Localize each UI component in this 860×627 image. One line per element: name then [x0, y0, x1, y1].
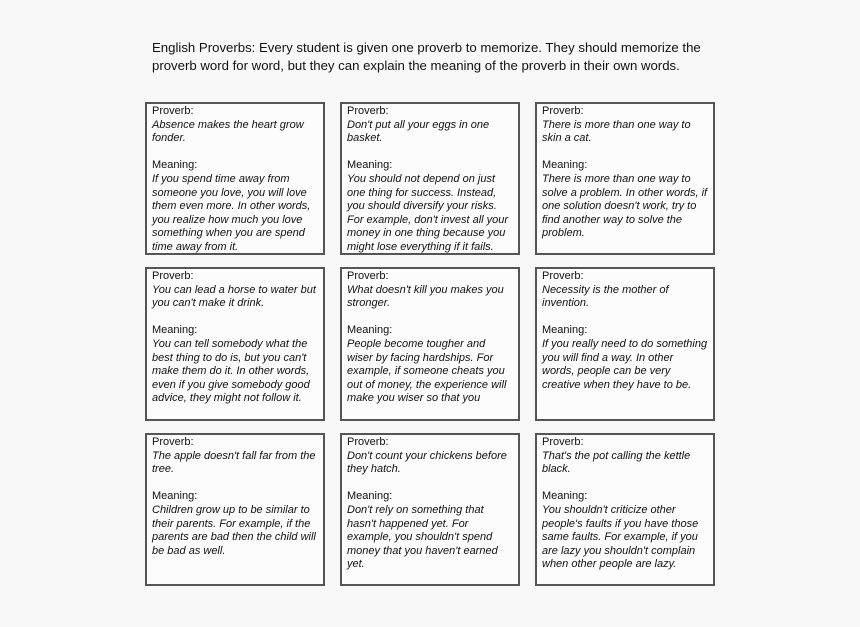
proverb-text: Don't put all your eggs in one basket. — [347, 118, 490, 145]
proverb-label: Proverb: — [152, 270, 194, 282]
proverb-card — [340, 267, 520, 421]
meaning-label: Meaning: — [347, 324, 393, 337]
proverb-grid — [145, 102, 715, 586]
proverb-card — [145, 102, 325, 255]
meaning-label: Meaning: — [347, 159, 393, 172]
meaning-text: Don't rely on something that hasn't happened yet. For example, you shouldn't spend money that you haven't earned yet. — [347, 503, 498, 571]
meaning-text: If you spend time away from someone you love, you will love them even more. In other words, you realize how much you love something when you are spend time away from it. — [152, 172, 311, 253]
meaning-label: Meaning: — [542, 490, 588, 503]
proverb-label: Proverb: — [347, 436, 389, 448]
proverb-card — [145, 267, 325, 421]
proverb-label: Proverb: — [542, 270, 584, 282]
proverb-text: You can lead a horse to water but you can't make it drink. — [152, 283, 316, 310]
proverb-text: That's the pot calling the kettle black. — [542, 449, 691, 476]
proverb-label: Proverb: — [542, 105, 584, 117]
proverb-label: Proverb: — [152, 436, 194, 448]
proverb-text: Don't count your chickens before they hatch. — [347, 449, 507, 476]
meaning-label: Meaning: — [542, 159, 588, 172]
proverb-text: Absence makes the heart grow fonder. — [152, 118, 304, 145]
intro-paragraph: English Proverbs: Every student is given one proverb to memorize. They should memorize the proverb word for word, but they can explain the meaning of the proverb in their own words. — [152, 40, 701, 73]
proverb-card — [535, 267, 715, 421]
meaning-text: You should not depend on just one thing for success. Instead, you should diversify your risks. For example, don't invest all your money in one thing because you might lose everything if it fails. — [347, 172, 509, 253]
proverb-label: Proverb: — [542, 436, 584, 448]
meaning-label: Meaning: — [347, 490, 393, 503]
proverb-text: There is more than one way to skin a cat. — [542, 118, 691, 145]
meaning-text: People become tougher and wiser by facing hardships. For example, if someone cheats you out of money, the experience will make you wiser so that you — [347, 337, 507, 405]
proverb-label: Proverb: — [152, 105, 194, 117]
meaning-text: If you really need to do something you will find a way. In other words, people can be very creative when they have to be. — [542, 337, 708, 391]
meaning-text: Children grow up to be similar to their parents. For example, if the parents are bad then the child will be bad as well. — [152, 503, 316, 557]
meaning-label: Meaning: — [152, 324, 198, 337]
proverb-text: Necessity is the mother of invention. — [542, 283, 669, 310]
meaning-text: You can tell somebody what the best thing to do is, but you can't make them do it. In other words, even if you give somebody good advice, they might not follow it. — [152, 337, 310, 405]
proverb-text: What doesn't kill you makes you stronger. — [347, 283, 504, 310]
proverb-label: Proverb: — [347, 105, 389, 117]
meaning-text: You shouldn't criticize other people's faults if you have those same faults. For example, if you are lazy you shouldn't complain when other people are lazy. — [542, 503, 699, 571]
meaning-label: Meaning: — [152, 490, 198, 503]
meaning-label: Meaning: — [542, 324, 588, 337]
proverb-card — [340, 433, 520, 586]
proverb-card — [145, 433, 325, 586]
meaning-label: Meaning: — [152, 159, 198, 172]
proverb-card — [535, 433, 715, 586]
proverb-text: The apple doesn't fall far from the tree. — [152, 449, 316, 476]
meaning-text: There is more than one way to solve a problem. In other words, if one solution doesn't work, try to find another way to solve the problem. — [542, 172, 708, 240]
proverb-label: Proverb: — [347, 270, 389, 282]
proverb-card — [535, 102, 715, 255]
proverb-card — [340, 102, 520, 255]
